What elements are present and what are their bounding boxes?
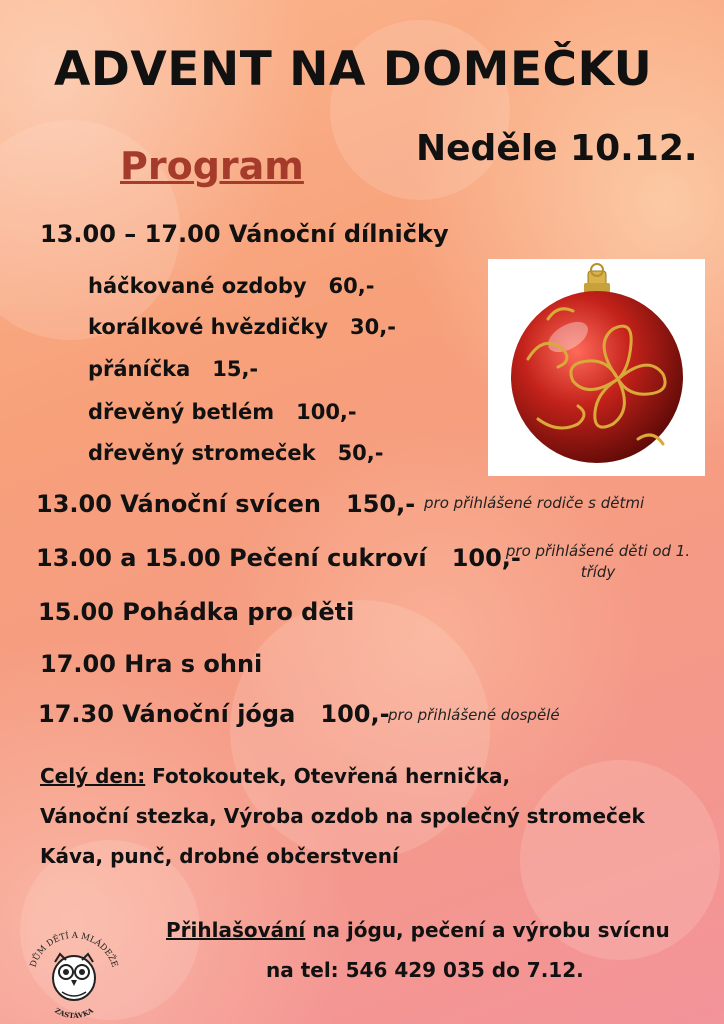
christmas-ornament-icon xyxy=(488,259,705,476)
owl-logo-icon xyxy=(22,920,126,1020)
candle-label: 13.00 Vánoční svícen xyxy=(36,490,321,518)
page-title: ADVENT NA DOMEČKU xyxy=(54,42,653,97)
workshop-item-price: 30,- xyxy=(350,315,396,339)
workshop-item xyxy=(88,357,258,381)
workshop-item xyxy=(88,441,383,465)
workshop-item-price: 60,- xyxy=(328,274,375,298)
workshop-item-name: háčkované ozdoby xyxy=(88,274,307,298)
registration-text: na jógu, pečení a výrobu svícnu xyxy=(305,918,670,942)
yoga-price: 100,- xyxy=(320,700,390,728)
yoga-label: 17.30 Vánoční jóga xyxy=(38,700,296,728)
workshop-item xyxy=(88,400,357,424)
candle-note: pro přihlášené rodiče s dětmi xyxy=(424,494,645,512)
workshop-item-price: 100,- xyxy=(296,400,357,424)
workshop-item-name: korálkové hvězdičky xyxy=(88,315,329,339)
logo xyxy=(22,920,126,1020)
workshop-item xyxy=(88,315,396,339)
registration-line xyxy=(166,918,670,942)
baking-item xyxy=(36,544,521,572)
ornament-image xyxy=(488,259,705,476)
workshop-item-name: dřevěný betlém xyxy=(88,400,275,424)
candle-price: 150,- xyxy=(346,490,416,518)
all-day-line-1 xyxy=(40,764,510,788)
workshop-item-name: dřevěný stromeček xyxy=(88,441,316,465)
fire-item: 17.00 Hra s ohni xyxy=(40,650,263,678)
logo-top-text: DŮM DĚTÍ A MLÁDEŽE xyxy=(28,930,120,969)
baking-note: pro přihlášené děti od 1. třídy xyxy=(505,542,691,581)
registration-contact: na tel: 546 429 035 do 7.12. xyxy=(266,958,584,982)
event-date: Neděle 10.12. xyxy=(416,128,698,169)
all-day-line-3: Káva, punč, drobné občerstvení xyxy=(40,844,399,868)
workshop-item-name: přáníčka xyxy=(88,357,191,381)
candle-item xyxy=(36,490,415,518)
logo-bottom-text: ZASTÁVKA xyxy=(53,1005,95,1020)
workshop-item-price: 15,- xyxy=(212,357,259,381)
baking-label: 13.00 a 15.00 Pečení cukroví xyxy=(36,544,427,572)
registration-label: Přihlašování xyxy=(166,918,306,942)
baking-price: 100,- xyxy=(451,544,521,572)
all-day-text-1: Fotokoutek, Otevřená hernička, xyxy=(145,764,511,788)
workshop-title: 13.00 – 17.00 Vánoční dílničky xyxy=(40,220,449,248)
program-heading: Program xyxy=(120,144,304,188)
all-day-label: Celý den: xyxy=(40,764,146,788)
workshop-item-price: 50,- xyxy=(337,441,384,465)
yoga-note: pro přihlášené dospělé xyxy=(388,706,560,724)
workshop-item xyxy=(88,274,374,298)
story-item: 15.00 Pohádka pro děti xyxy=(38,598,355,626)
yoga-item xyxy=(38,700,390,728)
all-day-line-2: Vánoční stezka, Výroba ozdob na společný stromeček xyxy=(40,804,645,828)
